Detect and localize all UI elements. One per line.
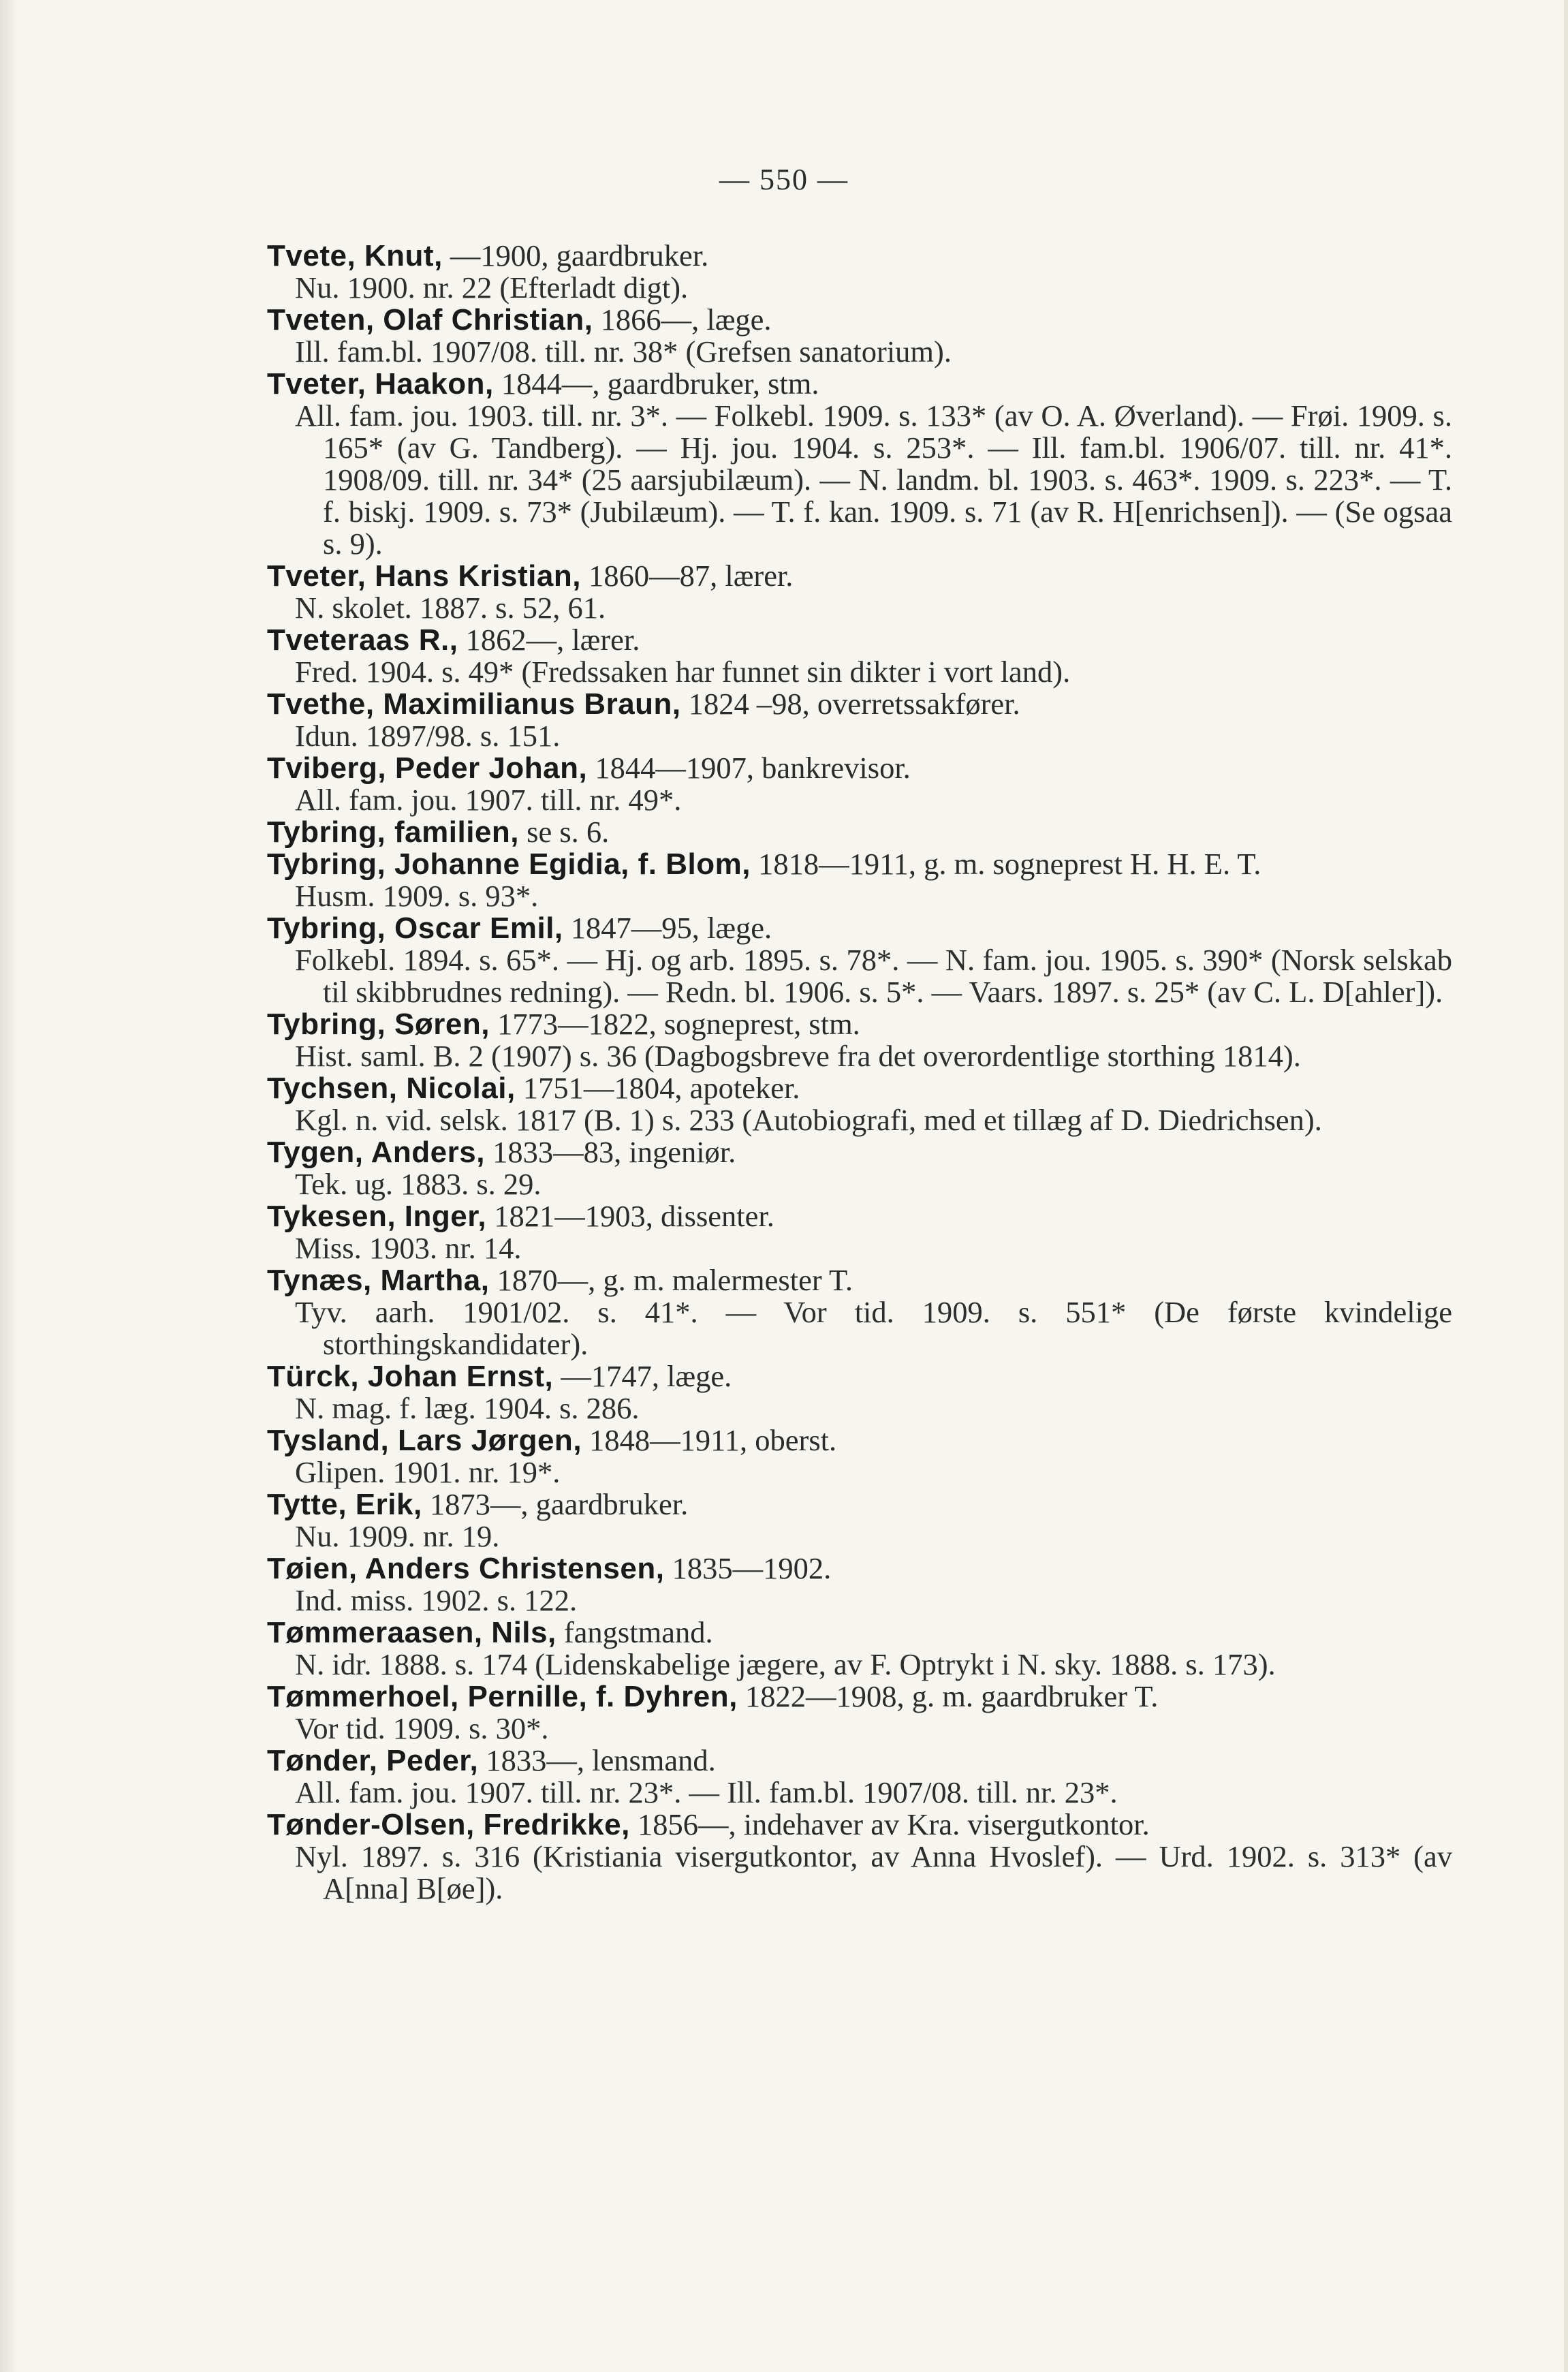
- entry-name: Türck, Johan Ernst,: [267, 1360, 554, 1393]
- entry-references: Ill. fam.bl. 1907/08. till. nr. 38* (Grefsen sanatorium).: [295, 334, 952, 369]
- entry-name: Tønder-Olsen, Fredrikke,: [267, 1808, 630, 1841]
- entry-info: fangstmand.: [556, 1615, 713, 1649]
- entry-references: Idun. 1897/98. s. 151.: [295, 719, 561, 753]
- list-item: [267, 1360, 1452, 1424]
- entry-info: 1751—1804, apoteker.: [515, 1071, 800, 1105]
- entry-references: N. skolet. 1887. s. 52, 61.: [295, 591, 606, 625]
- entry-info: 1866—, læge.: [593, 302, 772, 337]
- entry-name: Tveter, Hans Kristian,: [267, 559, 581, 593]
- page-left-edge: [0, 0, 18, 2372]
- list-item: [267, 240, 1452, 304]
- entry-info: 1821—1903, dissenter.: [486, 1199, 774, 1233]
- entry-info: 1773—1822, sogneprest, stm.: [489, 1007, 860, 1041]
- entry-info: 1822—1908, g. m. gaardbruker T.: [737, 1679, 1159, 1713]
- list-item: [267, 688, 1452, 752]
- entry-references: All. fam. jou. 1903. till. nr. 3*. — Folkebl. 1909. s. 133* (av O. A. Øverland). — Frøi. 1909. s. 165* (av G. Tandberg). — Hj. jou. 1904. s. 253*. — Ill. fam.bl. 1906/07. till. nr. 41*. 1908/09. till. nr. 34* (25 aarsjubilæum). — N. landm. bl. 1903. s. 463*. 1909. s. 223*. — T. f. biskj. 1909. s. 73* (Jubilæum). — T. f. kan. 1909. s. 71 (av R. H[enrichsen]). — (Se ogsaa s. 9).: [295, 399, 1452, 561]
- entry-name: Tønder, Peder,: [267, 1744, 479, 1777]
- list-item: [267, 816, 1452, 848]
- list-item: [267, 1617, 1452, 1681]
- entry-info: 1870—, g. m. malermester T.: [489, 1263, 853, 1297]
- list-item: [267, 1424, 1452, 1488]
- entry-info: —1747, læge.: [553, 1359, 732, 1393]
- entry-references: Nyl. 1897. s. 316 (Kristiania visergutkontor, av Anna Hvoslef). — Urd. 1902. s. 313* (av A[nna] B[øe]).: [295, 1839, 1452, 1905]
- entry-name: Tveteraas R.,: [267, 623, 458, 657]
- entry-references: Nu. 1900. nr. 22 (Efterladt digt).: [295, 270, 689, 305]
- entry-name: Tytte, Erik,: [267, 1488, 422, 1521]
- entry-info: 1844—1907, bankrevisor.: [587, 751, 911, 785]
- entry-name: Tygen, Anders,: [267, 1136, 485, 1169]
- list-item: [267, 1072, 1452, 1136]
- entry-info: 1856—, indehaver av Kra. visergutkontor.: [629, 1807, 1150, 1841]
- list-item: [267, 1488, 1452, 1552]
- list-item: [267, 1264, 1452, 1360]
- entry-references: All. fam. jou. 1907. till. nr. 49*.: [295, 783, 682, 817]
- entry-name: Tømmeraasen, Nils,: [267, 1616, 556, 1649]
- list-item: [267, 848, 1452, 912]
- entry-references: N. idr. 1888. s. 174 (Lidenskabelige jægere, av F. Optrykt i N. sky. 1888. s. 173).: [295, 1647, 1276, 1681]
- list-item: [267, 1809, 1452, 1905]
- list-item: [267, 752, 1452, 816]
- entry-references: Vor tid. 1909. s. 30*.: [295, 1711, 549, 1745]
- entry-info: 1835—1902.: [664, 1551, 832, 1585]
- entry-name: Tvete, Knut,: [267, 239, 443, 272]
- list-item: [267, 1008, 1452, 1072]
- entry-info: 1824 –98, overretssakfører.: [680, 687, 1020, 721]
- page-number: — 550 —: [719, 163, 849, 196]
- entry-list: [267, 240, 1452, 1905]
- entry-name: Tveter, Haakon,: [267, 367, 494, 401]
- entry-name: Tveten, Olaf Christian,: [267, 303, 593, 337]
- entry-name: Tybring, Søren,: [267, 1008, 490, 1041]
- entry-name: Tykesen, Inger,: [267, 1200, 487, 1233]
- entry-references: All. fam. jou. 1907. till. nr. 23*. — Ill. fam.bl. 1907/08. till. nr. 23*.: [295, 1775, 1118, 1809]
- entry-name: Tybring, Oscar Emil,: [267, 911, 563, 945]
- list-item: [267, 912, 1452, 1008]
- page-right-edge: [1564, 0, 1568, 2372]
- entry-references: Nu. 1909. nr. 19.: [295, 1519, 500, 1553]
- entry-info: —1900, gaardbruker.: [442, 238, 709, 272]
- entry-references: Fred. 1904. s. 49* (Fredssaken har funnet sin dikter i vort land).: [295, 655, 1071, 689]
- entry-name: Tvethe, Maximilianus Braun,: [267, 687, 681, 721]
- entry-name: Tviberg, Peder Johan,: [267, 751, 588, 785]
- entry-info: se s. 6.: [519, 815, 610, 849]
- entry-references: Tek. ug. 1883. s. 29.: [295, 1167, 542, 1201]
- entry-info: 1848—1911, oberst.: [582, 1423, 837, 1457]
- list-item: [267, 1745, 1452, 1809]
- list-item: [267, 304, 1452, 368]
- list-item: [267, 1552, 1452, 1617]
- entry-references: Kgl. n. vid. selsk. 1817 (B. 1) s. 233 (Autobiografi, med et tillæg af D. Diedrichsen).: [295, 1103, 1322, 1137]
- entry-references: Glipen. 1901. nr. 19*.: [295, 1455, 561, 1489]
- entry-references: Hist. saml. B. 2 (1907) s. 36 (Dagbogsbreve fra det overordentlige storthing 1814).: [295, 1039, 1301, 1073]
- entry-name: Tømmerhoel, Pernille, f. Dyhren,: [267, 1680, 738, 1713]
- entry-info: 1818—1911, g. m. sogneprest H. H. E. T.: [750, 847, 1261, 881]
- entry-info: 1862—, lærer.: [458, 623, 640, 657]
- entry-info: 1873—, gaardbruker.: [422, 1487, 689, 1521]
- entry-references: Tyv. aarh. 1901/02. s. 41*. — Vor tid. 1909. s. 551* (De første kvindelige storthingskandidater).: [295, 1295, 1452, 1361]
- entry-name: Tybring, familien,: [267, 815, 520, 849]
- entry-info: 1833—83, ingeniør.: [484, 1135, 736, 1169]
- entry-info: 1833—, lensmand.: [478, 1743, 716, 1777]
- list-item: [267, 624, 1452, 688]
- entry-name: Tøien, Anders Christensen,: [267, 1552, 665, 1585]
- entry-name: Tybring, Johanne Egidia, f. Blom,: [267, 847, 751, 881]
- list-item: [267, 560, 1452, 624]
- entry-name: Tysland, Lars Jørgen,: [267, 1424, 582, 1457]
- entry-references: Miss. 1903. nr. 14.: [295, 1231, 522, 1265]
- list-item: [267, 368, 1452, 560]
- entry-references: Ind. miss. 1902. s. 122.: [295, 1583, 578, 1617]
- entry-references: N. mag. f. læg. 1904. s. 286.: [295, 1391, 640, 1425]
- entry-info: 1860—87, lærer.: [580, 559, 794, 593]
- entry-references: Folkebl. 1894. s. 65*. — Hj. og arb. 1895. s. 78*. — N. fam. jou. 1905. s. 390* (Norsk selskab til skibbrudnes redning). — Redn. bl. 1906. s. 5*. — Vaars. 1897. s. 25* (av C. L. D[ahler]).: [295, 943, 1452, 1009]
- entry-name: Tychsen, Nicolai,: [267, 1072, 516, 1105]
- entry-info: 1844—, gaardbruker, stm.: [493, 366, 819, 401]
- entry-info: 1847—95, læge.: [563, 911, 772, 945]
- entry-name: Tynæs, Martha,: [267, 1264, 490, 1297]
- entry-references: Husm. 1909. s. 93*.: [295, 879, 539, 913]
- list-item: [267, 1200, 1452, 1264]
- list-item: [267, 1681, 1452, 1745]
- list-item: [267, 1136, 1452, 1200]
